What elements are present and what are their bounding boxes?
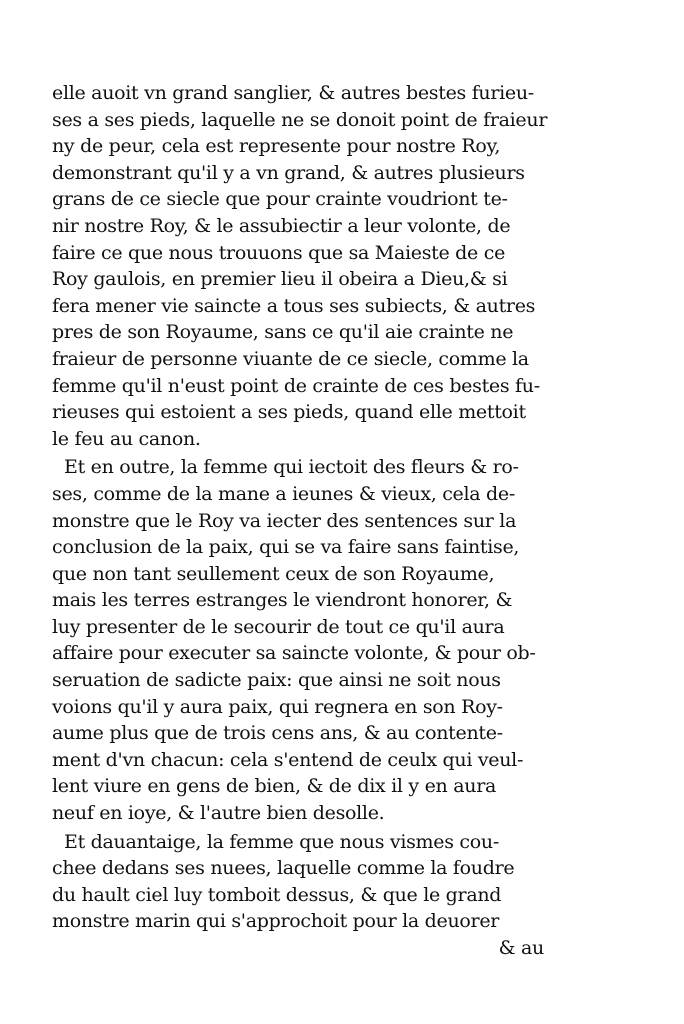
text-line: nir nostre Roy, & le assubiectir a leur volonte, de [52,214,511,237]
text-line: voions qu'il y aura paix, qui regnera en son Roy- [52,695,503,718]
text-line: ment d'vn chacun: cela s'entend de ceulx qui veul- [52,748,524,771]
text-line: que non tant seullement ceux de son Royaume, [52,562,495,585]
text-line: ses, comme de la mane a ieunes & vieux, cela de- [52,482,515,505]
text-line: elle auoit vn grand sanglier, & autres bestes furieu- [52,82,534,104]
text-line: pres de son Royaume, sans ce qu'il aie crainte ne [52,321,514,344]
text-line: lent viure en gens de bien, & de dix il y en aura [52,775,497,798]
text-line: conclusion de la paix, qui se va faire sans faintise, [52,536,520,559]
text-line: monstre marin qui s'approchoit pour la deuorer [52,910,500,933]
text-line: du hault ciel luy tomboit dessus, & que le grand [52,883,502,906]
text-line: chee dedans ses nuees, laquelle comme la foudre [52,857,515,880]
text-line: neuf en ioye, & l'autre bien desolle. [52,802,385,825]
text-line: monstre que le Roy va iecter des sentences sur la [52,509,517,532]
text-line: affaire pour executer sa saincte volonte, & pour ob- [52,642,536,665]
text-line: Et en outre, la femme qui iectoit des fleurs & ro- [64,456,519,479]
text-line: seruation de sadicte paix: que ainsi ne soit nous [52,669,501,692]
catchword: & au [498,937,544,959]
text-line: faire ce que nous trouuons que sa Maieste de ce [52,241,506,264]
text-line: demonstrant qu'il y a vn grand, & autres plusieurs [52,161,525,184]
text-line: grans de ce siecle que pour crainte voudriont te- [52,188,508,211]
text-line: luy presenter de le secourir de tout ce qu'il aura [52,615,505,638]
text-line: mais les terres estranges le viendront honorer, & [52,589,513,612]
text-line: Et dauantaige, la femme que nous vismes cou- [64,830,499,853]
text-line: ses a ses pieds, laquelle ne se donoit point de fraieur [52,108,548,131]
text-line: Roy gaulois, en premier lieu il obeira a Dieu,& si [52,268,508,291]
text-line: fera mener vie saincte a tous ses subiects, & autres [52,294,536,317]
text-line: ny de peur, cela est represente pour nostre Roy, [52,135,501,158]
page-text [52,80,552,962]
text-line: aume plus que de trois cens ans, & au contente- [52,722,503,745]
text-line: fraieur de personne viuante de ce siecle, comme la [52,347,529,370]
text-line: le feu au canon. [52,427,201,450]
text-line: femme qu'il n'eust point de crainte de ces bestes fu- [52,374,540,397]
text-line: rieuses qui estoient a ses pieds, quand elle mettoit [52,401,526,424]
